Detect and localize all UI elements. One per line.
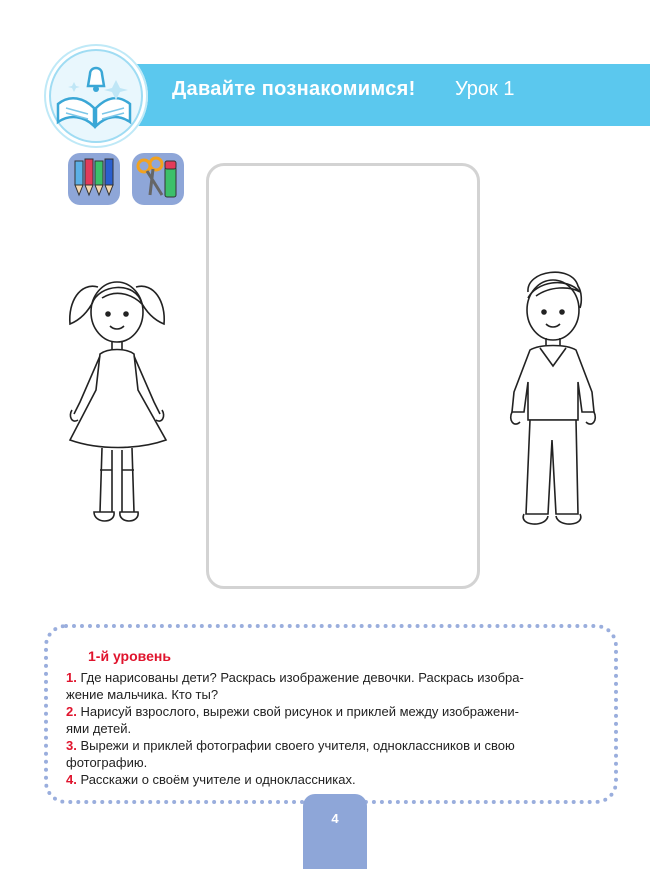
task-line bbox=[66, 669, 606, 686]
girl-outline-drawing bbox=[58, 262, 178, 537]
task-text: Вырежи и приклей фотографии своего учителя, одноклассников и свою bbox=[76, 738, 515, 753]
level-heading: 1-й уровень bbox=[88, 648, 171, 664]
task-text: Нарисуй взрослого, вырежи свой рисунок и приклей между изображени- bbox=[76, 704, 519, 719]
lesson-logo bbox=[44, 44, 148, 148]
task-line bbox=[66, 703, 606, 720]
task-text: ями детей. bbox=[66, 721, 132, 736]
task-number: 2. bbox=[66, 704, 77, 719]
open-book-with-bell-icon bbox=[44, 44, 148, 148]
colored-pencils-icon bbox=[68, 153, 120, 205]
task-line bbox=[66, 754, 606, 771]
task-number: 3. bbox=[66, 738, 77, 753]
task-text: жение мальчика. Кто ты? bbox=[66, 687, 219, 702]
scissors-and-glue-icon bbox=[132, 153, 184, 205]
task-list bbox=[66, 669, 606, 788]
task-line bbox=[66, 720, 606, 737]
task-number: 1. bbox=[66, 670, 77, 685]
boy-outline-drawing bbox=[500, 262, 610, 542]
task-text: Где нарисованы дети? Раскрась изображение девочки. Раскрась изобра- bbox=[76, 670, 524, 685]
task-text: фотографию. bbox=[66, 755, 148, 770]
task-line bbox=[66, 771, 606, 788]
lesson-label: Урок 1 bbox=[455, 78, 515, 100]
page-title: Давайте познакомимся! bbox=[172, 78, 416, 100]
task-number: 4. bbox=[66, 772, 77, 787]
task-line bbox=[66, 737, 606, 754]
page-number-tab bbox=[303, 794, 367, 869]
page-number: 4 bbox=[331, 811, 339, 826]
task-text: Расскажи о своём учителе и одноклассниках. bbox=[76, 772, 356, 787]
drawing-frame bbox=[206, 163, 480, 589]
task-line bbox=[66, 686, 606, 703]
